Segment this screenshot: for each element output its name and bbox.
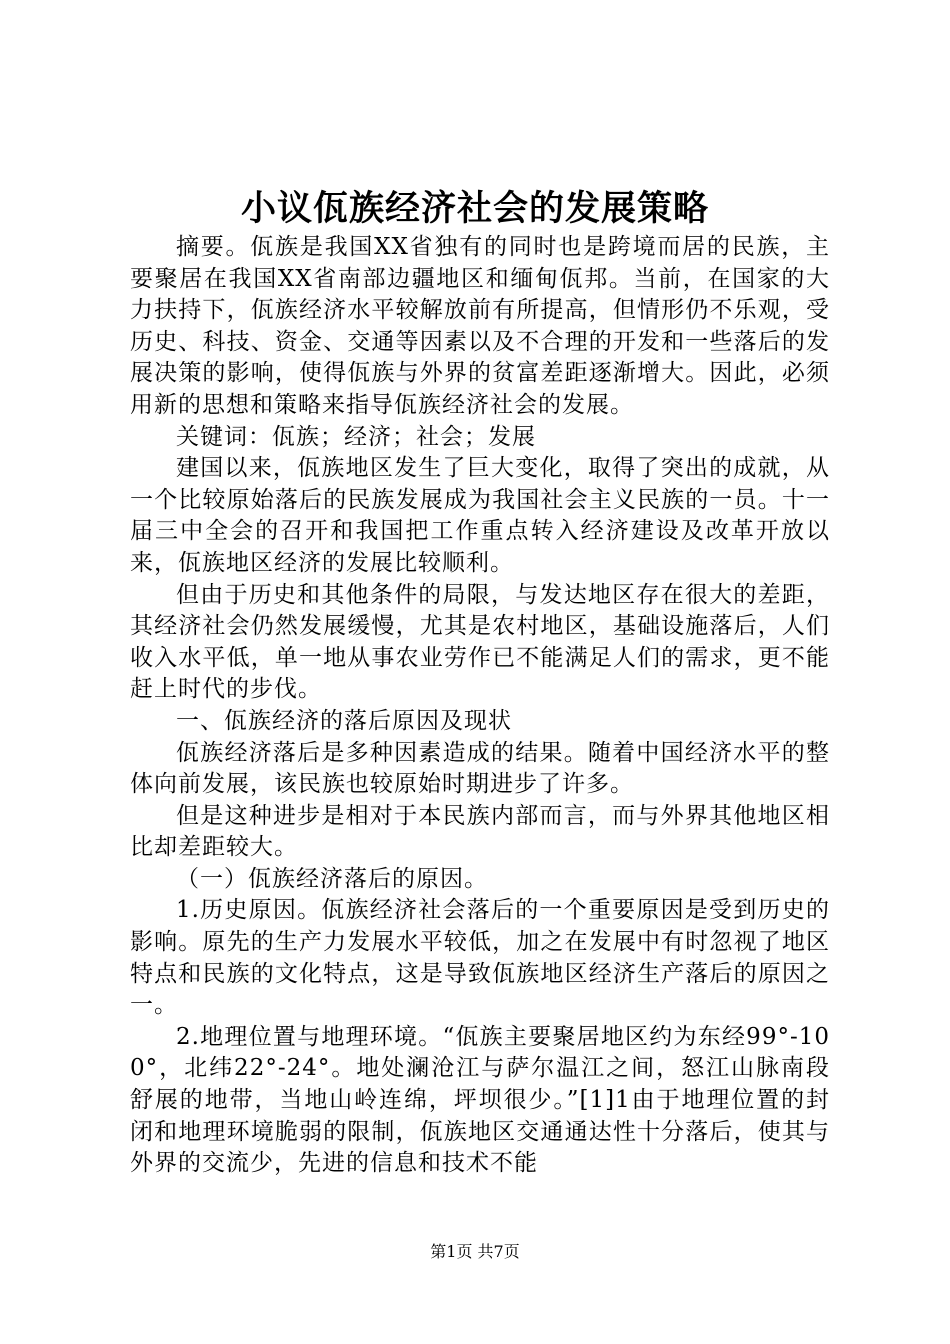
body-paragraph: 1.历史原因。佤族经济社会落后的一个重要原因是受到历史的影响。原先的生产力发展水平较低，加之在发展中有时忽视了地区特点和民族的文化特点，这是导致佤族地区经济生产落后的原因之一。	[130, 897, 830, 1019]
keywords-paragraph: 关键词：佤族；经济；社会；发展	[176, 423, 536, 450]
body-paragraph: 建国以来，佤族地区发生了巨大变化，取得了突出的成就，从一个比较原始落后的民族发展成为我国社会主义民族的一员。十一届三中全会的召开和我国把工作重点转入经济建设及改革开放以来，佤族地区经济的发展比较顺利。	[130, 455, 830, 576]
body-paragraph: 但由于历史和其他条件的局限，与发达地区存在很大的差距，其经济社会仍然发展缓慢，尤其是农村地区，基础设施落后，人们收入水平低，单一地从事农业劳作已不能满足人们的需求，更不能赶上时代的步伐。	[130, 581, 830, 703]
document-title: 小议佤族经济社会的发展策略	[240, 188, 709, 229]
abstract-paragraph: 摘要。佤族是我国XX省独有的同时也是跨境而居的民族，主要聚居在我国XX省南部边疆地区和缅甸佤邦。当前，在国家的大力扶持下，佤族经济水平较解放前有所提高，但情形仍不乐观，受历史、科技、资金、交通等因素以及不合理的开发和一些落后的发展决策的影响，使得佤族与外界的贫富差距逐渐增大。因此，必须用新的思想和策略来指导佤族经济社会的发展。	[130, 234, 830, 418]
subsection-heading: （一）佤族经济落后的原因。	[176, 865, 488, 892]
body-paragraph: 佤族经济落后是多种因素造成的结果。随着中国经济水平的整体向前发展，该民族也较原始时期进步了许多。	[130, 739, 830, 798]
body-paragraph: 但是这种进步是相对于本民族内部而言，而与外界其他地区相比却差距较大。	[130, 802, 830, 861]
body-paragraph: 2.地理位置与地理环境。“佤族主要聚居地区约为东经99°-100°，北纬22°-24°。地处澜沧江与萨尔温江之间，怒江山脉南段舒展的地带，当地山岭连绵，坪坝很少。”[1]1由于地理位置的封闭和地理环境脆弱的限制，佤族地区交通通达性十分落后，使其与外界的交流少，先进的信息和技术不能	[130, 1023, 830, 1177]
page-number-footer: 第1页 共7页	[430, 1242, 520, 1261]
document-body	[130, 232, 830, 1180]
section-heading: 一、佤族经济的落后原因及现状	[176, 707, 512, 734]
